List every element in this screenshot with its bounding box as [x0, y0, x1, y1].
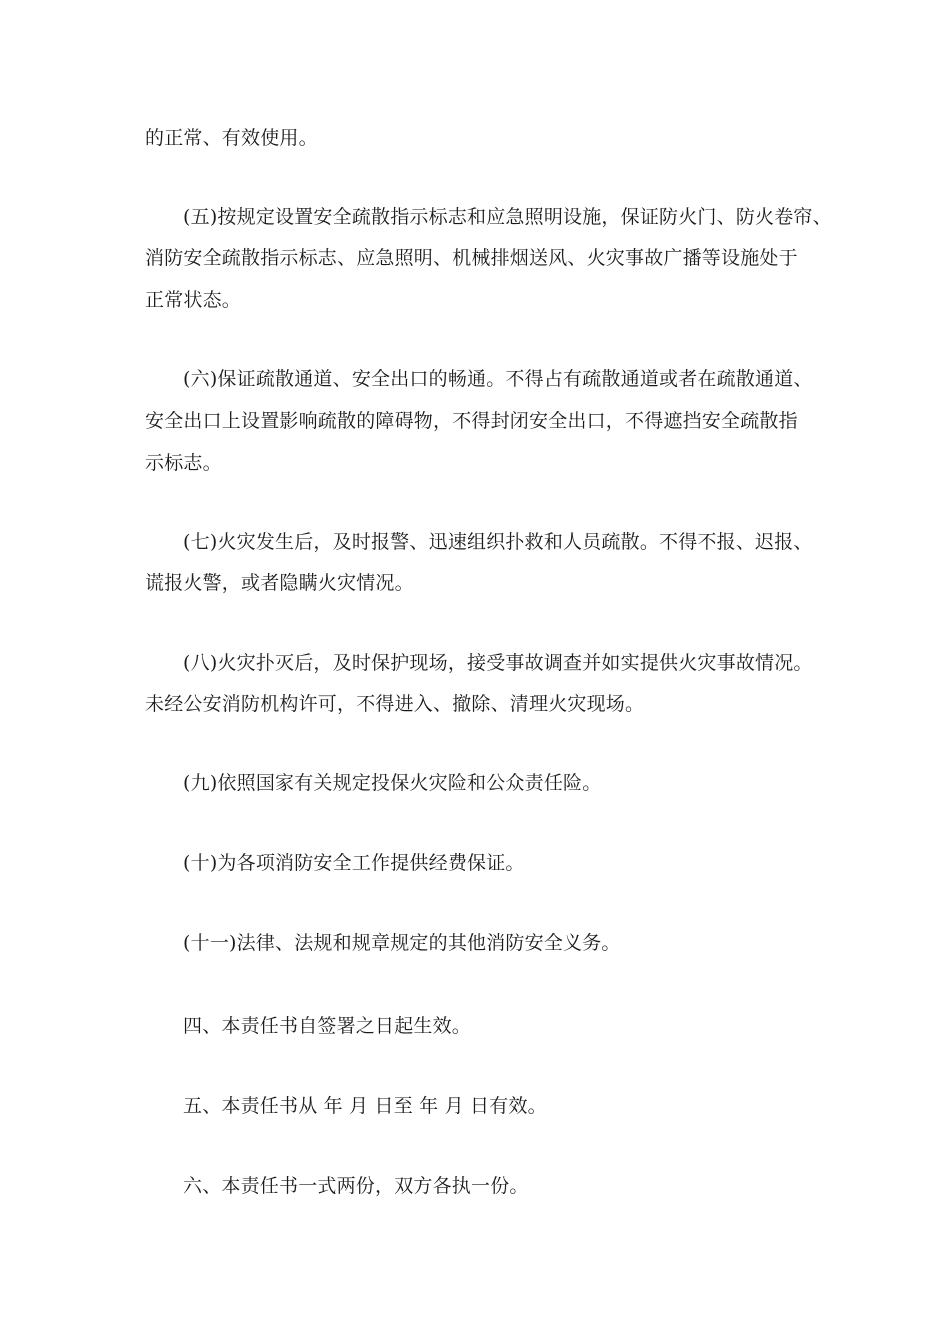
paragraph-line: 正常状态。 [145, 289, 242, 311]
paragraph-line: (六)保证疏散通道、安全出口的畅通。不得占有疏散通道或者在疏散通道、 [183, 368, 813, 390]
paragraph-line: 五、本责任书从 年 月 日至 年 月 日有效。 [183, 1095, 547, 1117]
paragraph-line: 六、本责任书一式两份，双方各执一份。 [183, 1175, 529, 1197]
paragraph-line: (十一)法律、法规和规章规定的其他消防安全义务。 [183, 932, 621, 954]
paragraph-line: 安全出口上设置影响疏散的障碍物，不得封闭安全出口，不得遮挡安全疏散指 [145, 410, 798, 432]
paragraph-line: (九)依照国家有关规定投保火灾险和公众责任险。 [183, 772, 602, 794]
paragraph-line: 四、本责任书自签署之日起生效。 [183, 1015, 472, 1037]
paragraph-line: 谎报火警，或者隐瞒火灾情况。 [145, 572, 414, 594]
paragraph-line: 的正常、有效使用。 [145, 127, 318, 149]
paragraph-line: (十)为各项消防安全工作提供经费保证。 [183, 852, 525, 874]
paragraph-line: 示标志。 [145, 452, 222, 474]
paragraph-line: (七)火灾发生后，及时报警、迅速组织扑救和人员疏散。不得不报、迟报、 [183, 531, 813, 553]
paragraph-line: 未经公安消防机构许可，不得进入、撤除、清理火灾现场。 [145, 693, 645, 715]
paragraph-line: (八)火灾扑灭后，及时保护现场，接受事故调查并如实提供火灾事故情况。 [183, 652, 813, 674]
paragraph-line: 消防安全疏散指示标志、应急照明、机械排烟送风、火灾事故广播等设施处于 [145, 247, 798, 269]
paragraph-line: (五)按规定设置安全疏散指示标志和应急照明设施，保证防火门、防火卷帘、 [183, 206, 832, 228]
